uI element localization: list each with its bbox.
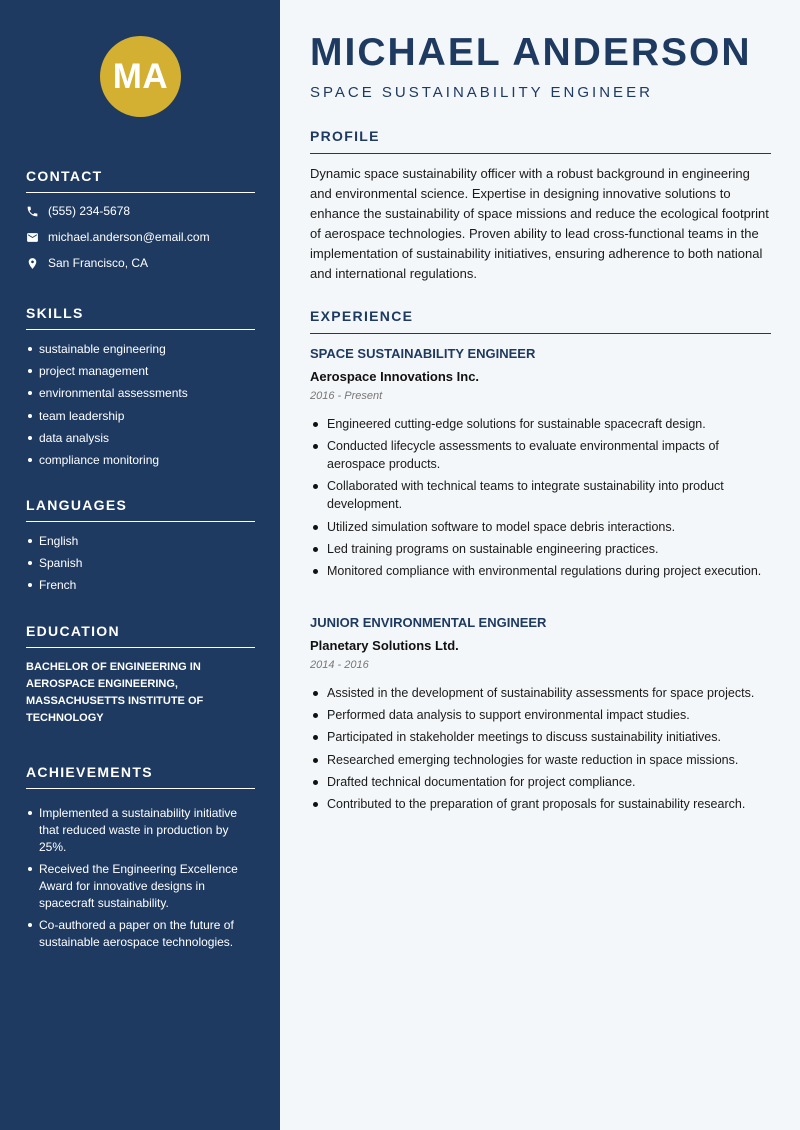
list-item: Conducted lifecycle assessments to evaluate environmental impacts of aerospace products. — [310, 437, 771, 473]
education-heading: EDUCATION — [26, 623, 255, 648]
languages-list — [26, 533, 255, 600]
education-degree: BACHELOR OF ENGINEERING IN AEROSPACE ENGINEERING, MASSACHUSETTS INSTITUTE OF TECHNOLOGY — [26, 661, 204, 724]
company-name: Aerospace Innovations Inc. — [310, 369, 480, 384]
contact-location — [26, 256, 148, 270]
list-item: data analysis — [26, 430, 255, 452]
job-dates: 2014 - 2016 — [310, 659, 369, 671]
list-item: team leadership — [26, 408, 255, 430]
page-title: MICHAEL ANDERSON — [310, 31, 752, 74]
achievements-list — [26, 805, 255, 956]
list-item: Drafted technical documentation for project compliance. — [310, 773, 771, 791]
list-item: Performed data analysis to support environmental impact studies. — [310, 706, 771, 724]
email-icon — [26, 231, 39, 244]
experience-heading: EXPERIENCE — [310, 308, 771, 334]
list-item: Spanish — [26, 555, 255, 577]
achievements-heading: ACHIEVEMENTS — [26, 764, 255, 789]
list-item: Engineered cutting-edge solutions for sustainable spacecraft design. — [310, 415, 771, 433]
sidebar — [0, 0, 280, 1130]
list-item: Collaborated with technical teams to integrate sustainability into product development. — [310, 477, 771, 513]
email-text: michael.anderson@email.com — [48, 230, 210, 244]
list-item: sustainable engineering — [26, 341, 255, 363]
list-item: French — [26, 577, 255, 599]
list-item: Received the Engineering Excellence Award for innovative designs in spacecraft sustainability. — [26, 861, 255, 912]
list-item: compliance monitoring — [26, 452, 255, 474]
experience-entry — [310, 615, 771, 817]
list-item: project management — [26, 363, 255, 385]
list-item: Co-authored a paper on the future of sustainable aerospace technologies. — [26, 917, 255, 951]
job-bullets — [310, 684, 771, 813]
list-item: Implemented a sustainability initiative that reduced waste in production by 25%. — [26, 805, 255, 856]
phone-icon — [26, 205, 39, 218]
job-role-subtitle: SPACE SUSTAINABILITY ENGINEER — [310, 84, 653, 101]
list-item: Researched emerging technologies for waste reduction in space missions. — [310, 751, 771, 769]
list-item: English — [26, 533, 255, 555]
contact-heading: CONTACT — [26, 168, 255, 193]
list-item: Utilized simulation software to model space debris interactions. — [310, 518, 771, 536]
phone-text: (555) 234-5678 — [48, 204, 131, 218]
location-pin-icon — [26, 257, 39, 270]
job-title: JUNIOR ENVIRONMENTAL ENGINEER — [310, 615, 547, 630]
location-text: San Francisco, CA — [48, 256, 149, 270]
profile-text: Dynamic space sustainability officer with a robust background in engineering and environmental science. Expertise in designing innovative solutions to enhance the sustainability of space missions and reduce the ecological footprint of aerospace technologies. Proven ability to lead cross-functional teams in the implementation of sustainability initiatives, ensuring adherence to both national and international regulations. — [310, 166, 769, 281]
skills-list — [26, 341, 255, 474]
job-dates: 2016 - Present — [310, 390, 383, 402]
contact-email — [26, 230, 210, 244]
skills-heading: SKILLS — [26, 305, 255, 330]
profile-heading: PROFILE — [310, 128, 771, 154]
job-title: SPACE SUSTAINABILITY ENGINEER — [310, 346, 536, 361]
list-item: Contributed to the preparation of grant proposals for sustainability research. — [310, 795, 771, 813]
avatar: MA — [100, 36, 181, 117]
languages-heading: LANGUAGES — [26, 497, 255, 522]
contact-phone — [26, 204, 130, 218]
list-item: Participated in stakeholder meetings to discuss sustainability initiatives. — [310, 728, 771, 746]
job-bullets — [310, 415, 771, 580]
experience-entry — [310, 346, 771, 584]
list-item: Assisted in the development of sustainability assessments for space projects. — [310, 684, 771, 702]
company-name: Planetary Solutions Ltd. — [310, 638, 459, 653]
list-item: Monitored compliance with environmental regulations during project execution. — [310, 562, 771, 580]
list-item: Led training programs on sustainable engineering practices. — [310, 540, 771, 558]
list-item: environmental assessments — [26, 385, 255, 407]
